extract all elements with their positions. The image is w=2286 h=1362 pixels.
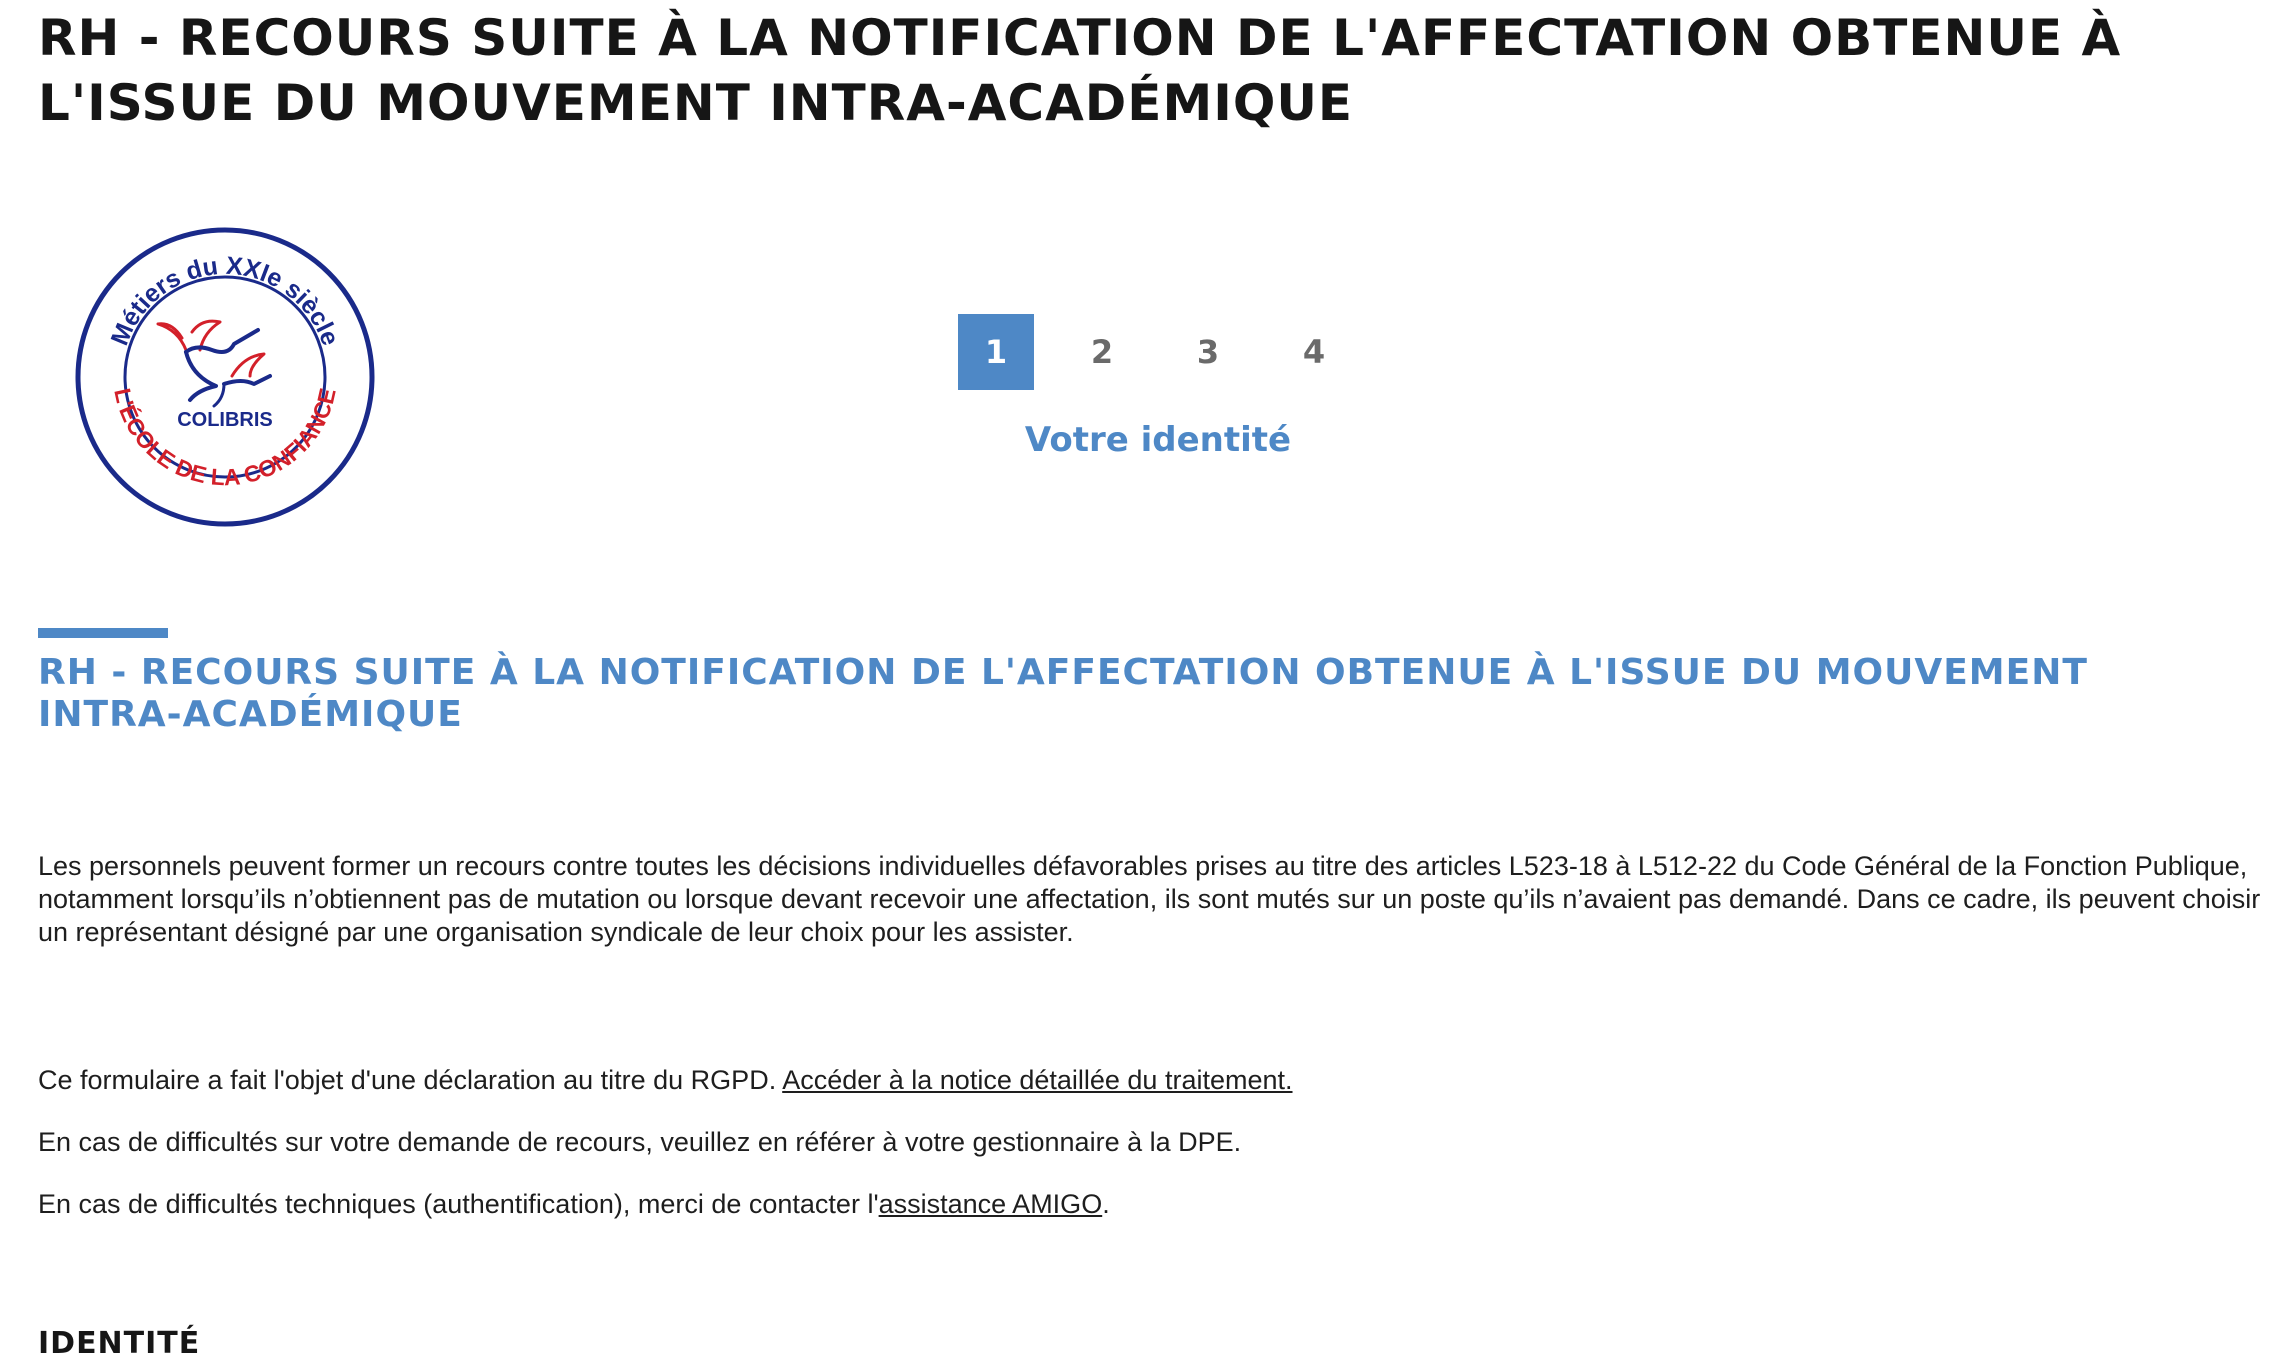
tech-support-paragraph [38,1188,1110,1221]
colibris-logo [74,226,376,528]
logo-bottom-text: L'ÉCOLE DE LA CONFIANCE [109,385,341,491]
page-title: RH - RECOURS SUITE À LA NOTIFICATION DE L'AFFECTATION OBTENUE À L'ISSUE DU MOUVEMENT INTRA-ACADÉMIQUE [38,9,2122,132]
rgpd-paragraph [38,1064,1293,1097]
rgpd-notice-link[interactable]: Accéder à la notice détaillée du traitement. [782,1065,1293,1095]
rgpd-text: Ce formulaire a fait l'objet d'une déclaration au titre du RGPD. [38,1065,783,1095]
step-3[interactable]: 3 [1196,333,1220,371]
step-4[interactable]: 4 [1302,333,1326,371]
step-2[interactable]: 2 [1090,333,1114,371]
logo-center-text: COLIBRIS [177,409,273,431]
step-1[interactable]: 1 [958,314,1034,390]
dpe-paragraph: En cas de difficultés sur votre demande de recours, veuillez en référer à votre gestionnaire à la DPE. [38,1127,1242,1157]
identity-section-heading: IDENTITÉ [38,1326,201,1361]
logo-top-text: Métiers du XXIe siècle [105,251,345,350]
section-accent-bar [38,628,168,638]
tech-support-text: En cas de difficultés techniques (authentification), merci de contacter l' [38,1189,879,1219]
tech-support-suffix: . [1102,1189,1110,1219]
intro-paragraph: Les personnels peuvent former un recours contre toutes les décisions individuelles défavorables prises au titre des articles L523-18 à L512-22 du Code Général de la Fonction Publique, notamment lorsqu’ils n’obtiennent pas de mutation ou lorsque devant recevoir une affectation, ils sont mutés sur un poste qu’ils n’avaient pas demandé. Dans ce cadre, ils peuvent choisir un représentant désigné par une organisation syndicale de leur choix pour les assister. [38,851,2261,947]
form-stepper [958,314,1382,390]
amigo-assistance-link[interactable]: assistance AMIGO [878,1189,1103,1219]
section-title: RH - RECOURS SUITE À LA NOTIFICATION DE L'AFFECTATION OBTENUE À L'ISSUE DU MOUVEMENT INTRA-ACADÉMIQUE [38,652,2088,735]
current-step-label: Votre identité [1024,420,1292,460]
